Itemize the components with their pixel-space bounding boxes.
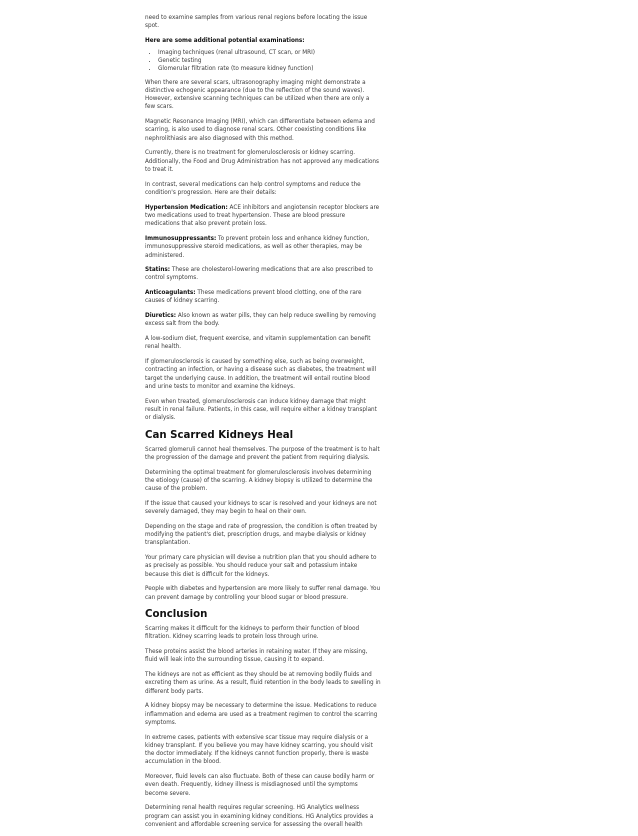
- paragraph: Determining the optimal treatment for glomerulosclerosis involves determining the etiology (cause) of the scarring. A kidney biopsy is utilized to determine the cause of the problem.: [145, 469, 373, 493]
- paragraph: A low-sodium diet, frequent exercise, and vitamin supplementation can benefit renal health.: [145, 336, 371, 351]
- medication-term: Statins:: [145, 267, 171, 274]
- medication-term: Hypertension Medication:: [145, 204, 228, 211]
- examinations-list: [145, 50, 381, 74]
- medication-immunosuppressants: [145, 235, 381, 260]
- list-item: • Imaging techniques (renal ultrasound, CT scan, or MRI): [158, 50, 381, 58]
- paragraph: Determining renal health requires regular screening. HG Analytics wellness program can assist you in examining kidney conditions. HG Analytics provides a convenient and affordable screening service for assessing the overall health: [145, 805, 374, 828]
- paragraph: need to examine samples from various renal regions before locating the issue spot.: [145, 15, 368, 30]
- paragraph: A kidney biopsy may be necessary to determine the issue. Medications to reduce inflammation and edema are used as a treatment regimen to control the scarring symptoms.: [145, 703, 378, 726]
- paragraph: People with diabetes and hypertension are more likely to suffer renal damage. You can prevent damage by controlling your blood sugar or blood pressure.: [145, 586, 381, 601]
- section-heading-conclusion: Conclusion: [145, 609, 208, 621]
- paragraph: In contrast, several medications can help control symptoms and reduce the condition's progression. Here are their details:: [145, 181, 361, 196]
- medication-statins: [145, 266, 381, 283]
- paragraph: Depending on the stage and rate of progression, the condition is often treated by modifying the patient's diet, prescription drugs, and maybe dialysis or kidney transplantation.: [145, 523, 378, 547]
- paragraph: If glomerulosclerosis is caused by something else, such as being overweight, contracting an infection, or having a disease such as diabetes, the treatment will target the underlying cause. In addition, the treatment will entail routine blood and urine tests to monitor and examine the kidneys.: [145, 359, 377, 391]
- paragraph: When there are several scars, ultrasonography imaging might demonstrate a distinctive echogenic appearance (due to the reflection of the sound waves). However, extensive scanning techniques can be utilized when there are only a few scars.: [145, 79, 370, 111]
- medication-hypertension: [145, 204, 381, 229]
- paragraph: These proteins assist the blood arteries in retaining water. If they are missing, fluid will leak into the surrounding tissue, causing it to expand.: [145, 648, 368, 664]
- medication-anticoagulants: [145, 289, 381, 306]
- paragraph: Magnetic Resonance Imaging (MRI), which can differentiate between edema and scarring, is also used to diagnose renal scars. Other coexisting conditions like nephrolithiasis are also diagnosed with this method.: [145, 119, 375, 142]
- paragraph: Even when treated, glomerulosclerosis can induce kidney damage that might result in renal failure. Patients, in this case, will require either a kidney transplant or dialysis.: [145, 398, 377, 422]
- paragraph: Scarred glomeruli cannot heal themselves. The purpose of the treatment is to halt the progression of the damage and prevent the patient from requiring dialysis.: [145, 446, 380, 461]
- list-item: • Genetic testing: [158, 58, 381, 66]
- medication-text: ACE inhibitors and angiotensin receptor blockers are two medications used to treat hypertension. These are blood pressure medications that also prevent protein loss.: [145, 204, 380, 228]
- paragraph: Moreover, fluid levels can also fluctuate. Both of these can cause bodily harm or even death. Frequently, kidney illness is misdiagnosed until the symptoms become severe.: [145, 774, 375, 797]
- medication-text: Also known as water pills, they can help reduce swelling by removing excess salt from the body.: [145, 313, 376, 328]
- paragraph: Currently, there is no treatment for glomerulosclerosis or kidney scarring. Additionally, the Food and Drug Administration has not approved any medications to treat it.: [145, 150, 380, 173]
- medication-term: Immunosuppressants:: [145, 235, 217, 242]
- medication-text: These are cholesterol-lowering medications that are also prescribed to control symptoms.: [145, 267, 373, 282]
- paragraph: If the issue that caused your kidneys to scar is resolved and your kidneys are not severely damaged, they may begin to heal on their own.: [145, 500, 377, 516]
- paragraph: The kidneys are not as efficient as they should be at removing bodily fluids and excreting them as urine. As a result, fluid retention in the body leads to swelling in different body parts.: [145, 671, 381, 695]
- paragraph: Your primary care physician will devise a nutrition plan that you should adhere to as precisely as possible. You should reduce your salt and potassium intake because this diet is difficult for the kidneys.: [145, 555, 377, 578]
- medication-diuretics: [145, 312, 381, 329]
- paragraph: In extreme cases, patients with extensive scar tissue may require dialysis or a kidney transplant. If you believe you may have kidney scarring, you should visit the doctor immediately. If the kidneys cannot function properly, there is waste accumulation in the blood.: [145, 734, 373, 766]
- medication-text: These medications prevent blood clotting, one of the rare causes of kidney scarring.: [145, 290, 362, 305]
- list-lead: Here are some additional potential examinations:: [145, 37, 305, 44]
- medication-term: Diuretics:: [145, 313, 177, 320]
- paragraph: Scarring makes it difficult for the kidneys to perform their function of blood filtration. Kidney scarring leads to protein loss through urine.: [145, 625, 360, 641]
- medication-text: To prevent protein loss and enhance kidney function, immunosuppressive steroid medications, as well as other therapies, may be administered.: [145, 235, 370, 259]
- medication-term: Anticoagulants:: [145, 290, 196, 297]
- article-body: [145, 14, 381, 836]
- section-heading-heal: Can Scarred Kidneys Heal: [145, 429, 294, 441]
- list-item: • Glomerular filtration rate (to measure kidney function): [158, 66, 381, 74]
